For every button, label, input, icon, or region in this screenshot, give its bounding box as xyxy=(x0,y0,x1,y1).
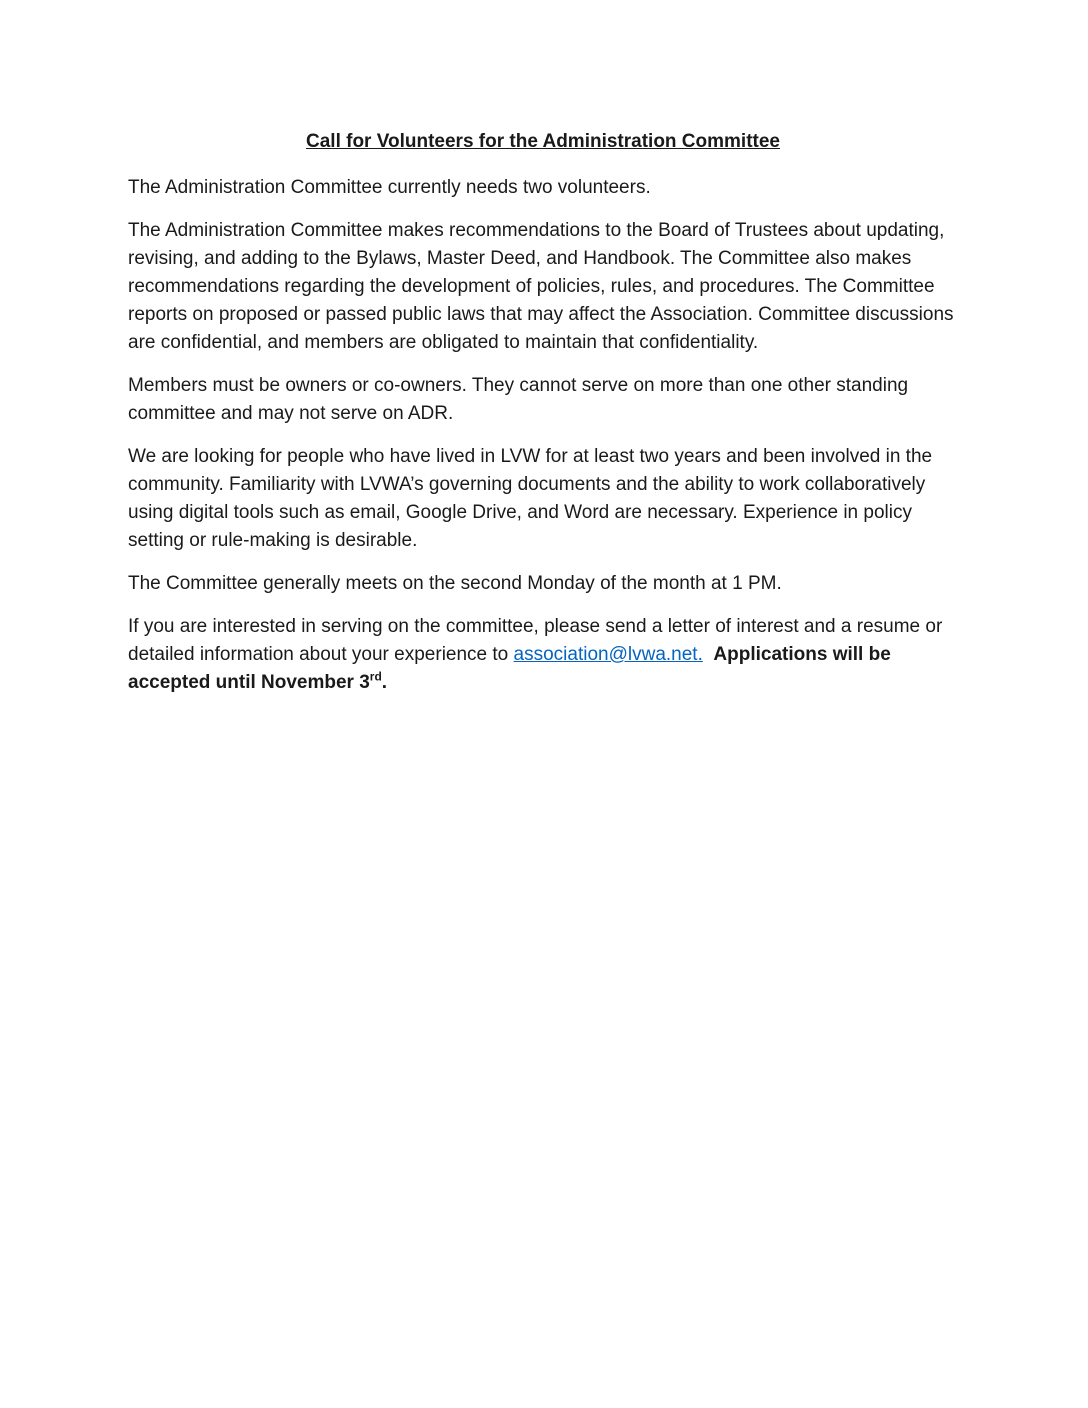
paragraph-membership-rules: Members must be owners or co-owners. They cannot serve on more than one other standing committee and may not serve on ADR. xyxy=(128,375,914,424)
closing-text-before-link: If you are interested in serving on the committee, please send a letter of interest and a resume or detailed information about your experience to xyxy=(128,616,948,665)
paragraph-committee-role: The Administration Committee makes recommendations to the Board of Trustees about updating, revising, and adding to the Bylaws, Master Deed, and Handbook. The Committee also makes recommendations regarding the development of policies, rules, and procedures. The Committee reports on proposed or passed public laws that may affect the Association. Committee discussions are confidential, and members are obligated to maintain that confidentiality. xyxy=(128,220,959,353)
paragraph-how-to-apply xyxy=(128,613,958,697)
closing-deadline-text: Applications will be accepted until November 3 xyxy=(128,644,897,693)
document-title: Call for Volunteers for the Administration Committee xyxy=(306,131,780,152)
paragraph-meeting-schedule: The Committee generally meets on the second Monday of the month at 1 PM. xyxy=(128,573,782,594)
ordinal-superscript: rd xyxy=(369,669,382,684)
paragraph-needs-volunteers: The Administration Committee currently needs two volunteers. xyxy=(128,177,651,198)
closing-spacer xyxy=(703,644,714,665)
paragraph-candidate-requirements: We are looking for people who have lived in LVW for at least two years and been involved in the community. Familiarity with LVWA’s governing documents and the ability to work collaboratively using digital tools such as email, Google Drive, and Word are necessary. Experience in policy setting or rule-making is desirable. xyxy=(128,446,938,551)
email-link[interactable]: association@lvwa.net. xyxy=(513,644,703,665)
closing-deadline-period: . xyxy=(381,672,388,693)
